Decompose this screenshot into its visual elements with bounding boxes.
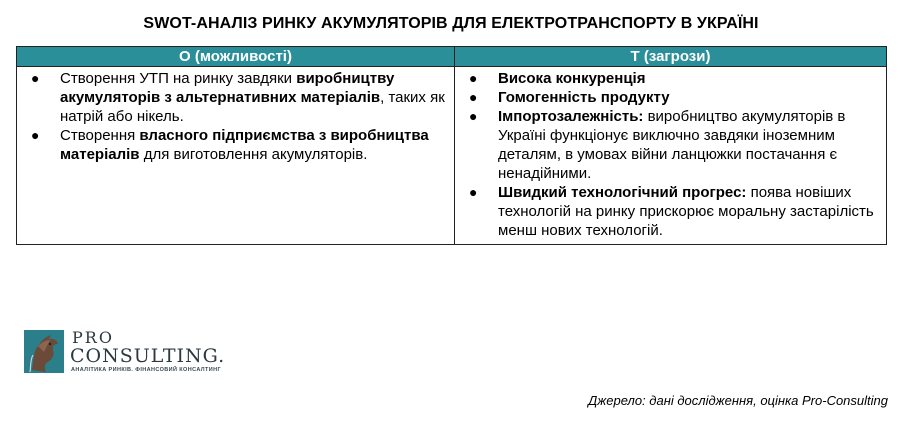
item-text: для виготовлення акумуляторів. (139, 146, 368, 163)
horse-head-icon (24, 330, 64, 373)
source-note: Джерело: дані дослідження, оцінка Pro-Consulting (588, 393, 888, 408)
page-title: SWOT-АНАЛІЗ РИНКУ АКУМУЛЯТОРІВ ДЛЯ ЕЛЕКТРОТРАНСПОРТУ В УКРАЇНІ (143, 15, 759, 32)
logo-consulting-text: CONSULTING. (70, 345, 226, 367)
pro-consulting-logo (24, 327, 224, 377)
item-text: виробництво акумуляторів в Україні функціонує виключно завдяки іноземним деталям, в умовах війни ланцюжки постачання є ненадійними. (498, 108, 846, 182)
list-item (459, 107, 882, 183)
list-item (21, 69, 450, 126)
threats-cell (455, 67, 887, 245)
list-item (459, 69, 882, 88)
bullet-icon: ● (469, 108, 478, 124)
table-body-row (17, 67, 887, 245)
item-bold-text: Гомогенність продукту (498, 89, 670, 106)
opportunities-list (21, 69, 450, 164)
item-bold-text: Імпортозалежність: (498, 108, 644, 125)
bullet-icon: ● (469, 89, 478, 105)
item-bold-text: власного підприємства з виробництва матеріалів (60, 127, 429, 163)
header-threats: Т (загрози) (455, 47, 887, 67)
swot-table (16, 46, 887, 245)
list-item (459, 183, 882, 240)
item-text: Створення (60, 127, 140, 144)
item-text: поява новіших технологій на ринку прискорює моральну застарілість менш нових технологій. (498, 184, 874, 239)
item-text: Створення УТП на ринку завдяки (60, 70, 297, 87)
threats-list (459, 69, 882, 240)
logo-tagline: АНАЛІТИКА РИНКІВ. ФІНАНСОВИЙ КОНСАЛТИНГ (71, 367, 222, 373)
bullet-icon: ● (31, 70, 40, 86)
item-bold-text: Швидкий технологічний прогрес: (498, 184, 747, 201)
list-item (21, 126, 450, 164)
item-bold-text: виробництву акумуляторів з альтернативних матеріалів (60, 70, 395, 106)
bullet-icon: ● (469, 70, 478, 86)
item-bold-text: Висока конкуренція (498, 70, 646, 87)
header-opportunities: О (можливості) (17, 47, 455, 67)
bullet-icon: ● (469, 184, 478, 200)
list-item (459, 88, 882, 107)
logo-pro-text: PRO (72, 328, 114, 347)
item-text: , таких як натрій або нікель. (60, 89, 445, 125)
table-header-row (17, 47, 887, 67)
bullet-icon: ● (31, 127, 40, 143)
opportunities-cell (17, 67, 455, 245)
